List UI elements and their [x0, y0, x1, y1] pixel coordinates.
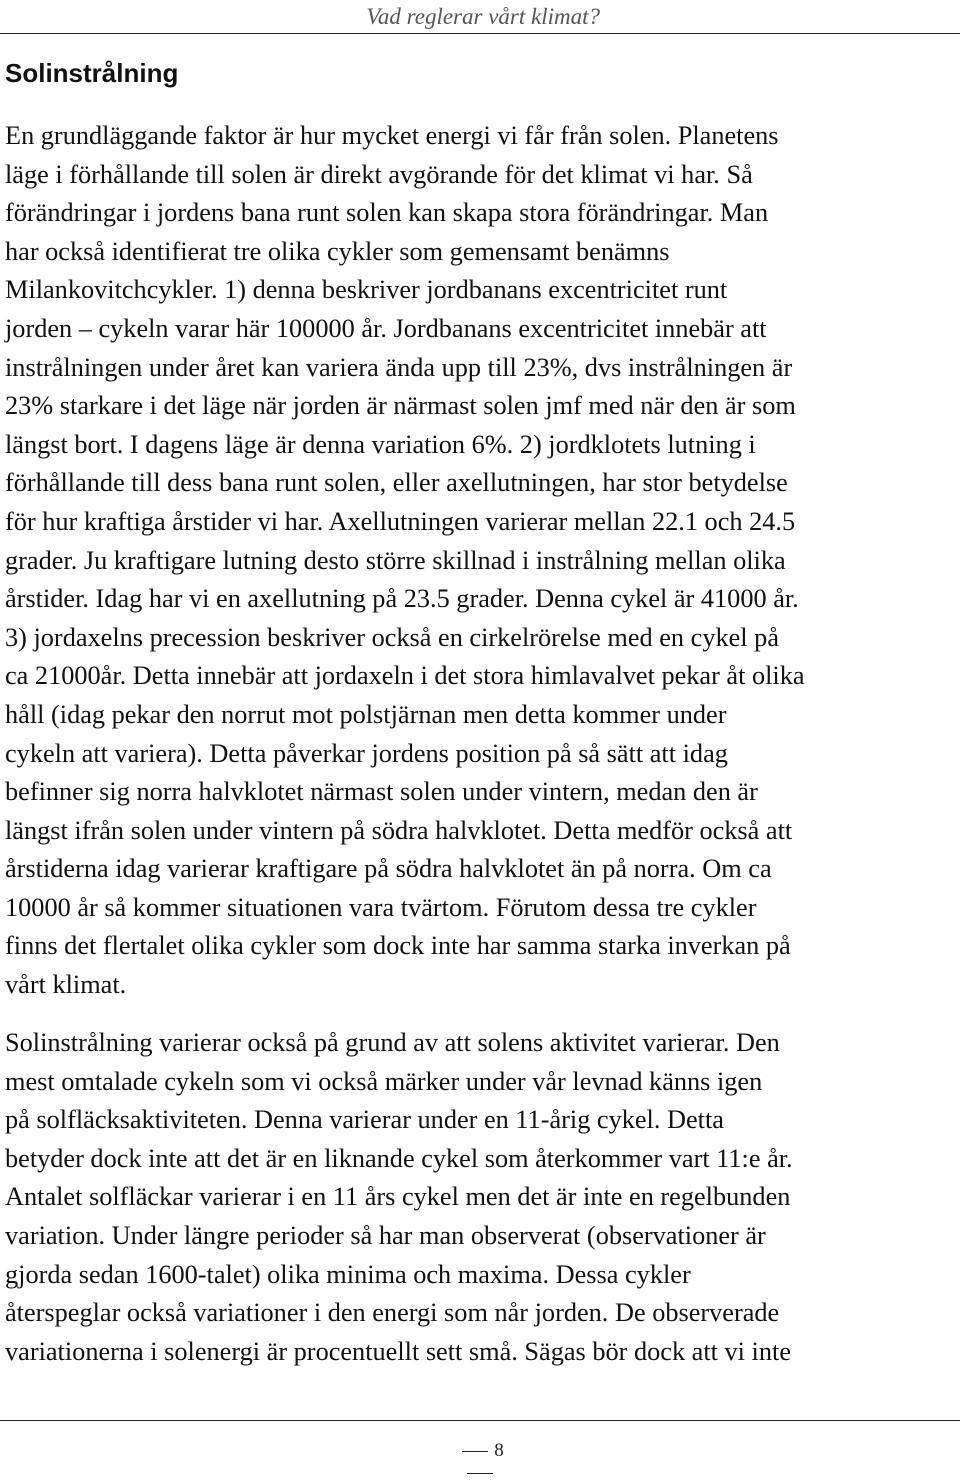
text-line: befinner sig norra halvklotet närmast solen under vintern, medan den är	[5, 777, 758, 807]
text-line: cykeln att variera). Detta påverkar jordens position på så sätt att idag	[5, 738, 728, 768]
text-line: variationerna i solenergi är procentuellt sett små. Sägas bör dock att vi inte	[5, 1336, 791, 1366]
text-line: betyder dock inte att det är en liknande cykel som återkommer vart 11:e år.	[5, 1143, 793, 1173]
section-title: Solinstrålning	[5, 58, 179, 88]
paragraph-milankovitch	[5, 117, 960, 1005]
text-line: mest omtalade cykeln som vi också märker under vår levnad känns igen	[5, 1066, 763, 1096]
text-line: läge i förhållande till solen är direkt avgörande för det klimat vi har. Så	[5, 159, 753, 189]
running-header-title: Vad reglerar vårt klimat?	[366, 4, 600, 29]
text-line: på solfläcksaktiviteten. Denna varierar under en 11-årig cykel. Detta	[5, 1105, 724, 1135]
text-line: gjorda sedan 1600-talet) olika minima och maxima. Dessa cykler	[5, 1259, 691, 1289]
running-header	[0, 0, 960, 34]
text-line: instrålningen under året kan variera ända upp till 23%, dvs instrålningen är	[5, 352, 793, 382]
text-line: årstider. Idag har vi en axellutning på 23.5 grader. Denna cykel är 41000 år.	[5, 584, 799, 614]
page-number: 8	[440, 1440, 520, 1484]
text-line: grader. Ju kraftigare lutning desto större skillnad i instrålning mellan olika	[5, 545, 786, 575]
text-line: finns det flertalet olika cykler som dock inte har samma starka inverkan på	[5, 931, 791, 961]
text-line: variation. Under längre perioder så har man observerat (observationer är	[5, 1220, 766, 1250]
text-line: vårt klimat.	[5, 970, 127, 1000]
text-line: förhållande till dess bana runt solen, eller axellutningen, har stor betydelse	[5, 468, 788, 498]
text-line: 23% starkare i det läge när jorden är närmast solen jmf med när den är som	[5, 391, 796, 421]
paragraph-solar-activity	[5, 1024, 960, 1371]
text-line: återspeglar också variationer i den energi som når jorden. De observerade	[5, 1298, 780, 1328]
text-line: En grundläggande faktor är hur mycket energi vi får från solen. Planetens	[5, 121, 779, 150]
text-line: förändringar i jordens bana runt solen kan skapa stora förändringar. Man	[5, 198, 769, 228]
text-line: 10000 år så kommer situationen vara tvärtom. Förutom dessa tre cykler	[5, 892, 757, 922]
text-line: har också identifierat tre olika cykler som gemensamt benämns	[5, 236, 670, 266]
text-line: jorden – cykeln varar här 100000 år. Jordbanans excentricitet innebär att	[5, 313, 767, 343]
text-line: Solinstrålning varierar också på grund av att solens aktivitet varierar. Den	[5, 1028, 780, 1057]
text-line: 3) jordaxelns precession beskriver också en cirkelrörelse med en cykel på	[5, 622, 779, 652]
text-line: årstiderna idag varierar kraftigare på södra halvklotet än på norra. Om ca	[5, 854, 772, 884]
text-line: längst bort. I dagens läge är denna variation 6%. 2) jordklotets lutning i	[5, 429, 756, 459]
text-line: Antalet solfläckar varierar i en 11 års cykel men det är inte en regelbunden	[5, 1182, 791, 1212]
footer-divider	[0, 1420, 960, 1421]
text-line: håll (idag pekar den norrut mot polstjärnan men detta kommer under	[5, 699, 727, 729]
text-line: Milankovitchcykler. 1) denna beskriver jordbanans excentricitet runt	[5, 275, 728, 305]
text-line: längst ifrån solen under vintern på södra halvklotet. Detta medför också att	[5, 815, 793, 845]
text-line: ca 21000år. Detta innebär att jordaxeln i det stora himlavalvet pekar åt olika	[5, 661, 805, 691]
text-line: för hur kraftiga årstider vi har. Axellutningen varierar mellan 22.1 och 24.5	[5, 506, 796, 536]
